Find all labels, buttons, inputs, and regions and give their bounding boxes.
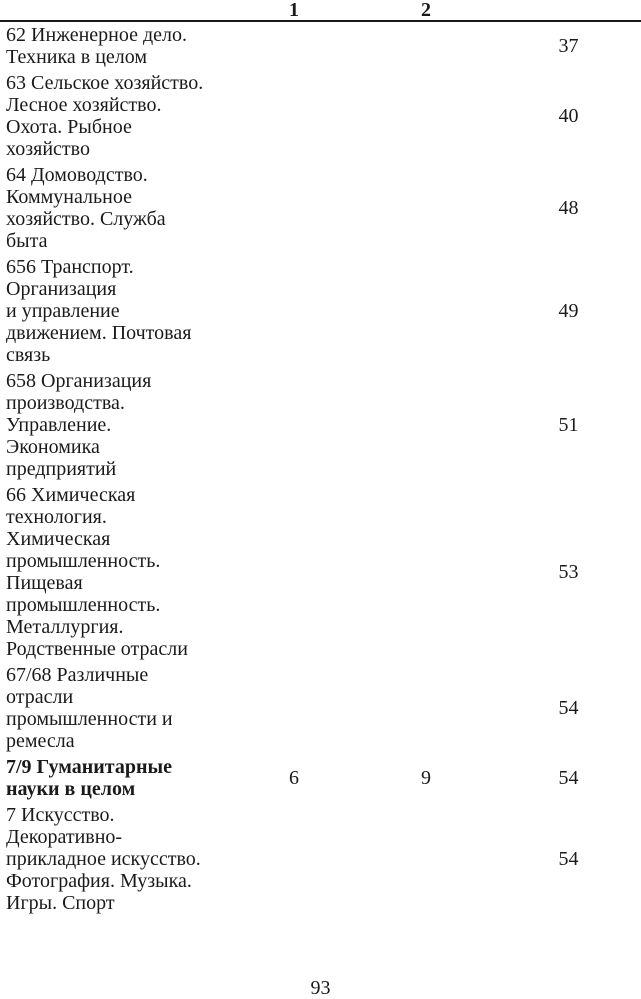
col2-value-cell	[356, 70, 496, 162]
table-row	[0, 482, 641, 662]
section-name-line: Экономика	[6, 436, 100, 458]
section-name-cell	[0, 802, 232, 916]
col1-value-cell	[232, 21, 356, 70]
header-cell-col3	[496, 0, 641, 21]
section-name-line: Техника в целом	[6, 46, 148, 68]
col1-value-cell	[232, 70, 356, 162]
table-row	[0, 368, 641, 482]
section-name-cell	[0, 254, 232, 368]
header-cell-col1: 1	[232, 0, 356, 21]
table-row	[0, 70, 641, 162]
section-name-cell	[0, 368, 232, 482]
section-name-line: науки в целом	[6, 778, 136, 800]
col2-value-cell	[356, 482, 496, 662]
section-name-line: Управление.	[6, 414, 112, 436]
col3-value-cell: 37	[558, 35, 579, 57]
table-row	[0, 754, 641, 802]
section-name-line: 7/9 Гуманитарные	[6, 756, 172, 778]
section-name-line: технология.	[6, 506, 107, 528]
section-name-line: 7 Искусство.	[6, 804, 115, 826]
section-name-line: 656 Транспорт.	[6, 256, 134, 278]
section-name-line: хозяйство. Служба	[6, 208, 166, 230]
table-header	[0, 0, 641, 21]
table-header-row	[0, 0, 641, 21]
col2-value-cell: 9	[421, 767, 431, 789]
section-name-cell	[0, 21, 232, 70]
section-name-line: Металлургия.	[6, 616, 124, 638]
col3-value-cell: 51	[558, 414, 579, 436]
table-row	[0, 162, 641, 254]
section-name-line: 67/68 Различные	[6, 664, 149, 686]
table-row	[0, 802, 641, 916]
section-name-line: 62 Инженерное дело.	[6, 24, 188, 46]
table-row	[0, 21, 641, 70]
col1-value-cell	[232, 368, 356, 482]
table-body	[0, 21, 641, 916]
col1-value-cell: 6	[289, 767, 299, 789]
section-name-line: отрасли	[6, 686, 74, 708]
section-name-line: связь	[6, 344, 51, 366]
col2-value-cell	[356, 662, 496, 754]
col2-value-cell	[356, 162, 496, 254]
section-name-line: производства.	[6, 392, 125, 414]
section-name-cell	[0, 754, 232, 802]
section-name-line: предприятий	[6, 458, 117, 480]
col1-value-cell	[232, 162, 356, 254]
col3-value-cell: 54	[558, 697, 579, 719]
section-name-line: 658 Организация	[6, 370, 152, 392]
header-cell-section	[0, 0, 232, 21]
col3-value-cell: 49	[558, 300, 579, 322]
section-name-cell	[0, 162, 232, 254]
col2-value-cell	[356, 254, 496, 368]
col1-value-cell	[232, 254, 356, 368]
section-name-line: Химическая	[6, 528, 111, 550]
section-name-cell	[0, 662, 232, 754]
table-row	[0, 254, 641, 368]
col3-value-cell: 40	[558, 105, 579, 127]
col3-value-cell: 53	[558, 561, 579, 583]
section-name-line: Организация	[6, 278, 117, 300]
section-name-line: движением. Почтовая	[6, 322, 192, 344]
section-name-line: Игры. Спорт	[6, 892, 115, 914]
table-row	[0, 662, 641, 754]
col1-value-cell	[232, 802, 356, 916]
section-name-line: 63 Сельское хозяйство.	[6, 72, 204, 94]
section-name-cell	[0, 482, 232, 662]
section-name-line: Фотография. Музыка.	[6, 870, 192, 892]
col1-value-cell	[232, 482, 356, 662]
section-name-line: Охота. Рыбное	[6, 116, 132, 138]
section-name-line: Пищевая	[6, 572, 83, 594]
section-name-line: промышленности и	[6, 708, 173, 730]
page-number: 93	[310, 977, 331, 999]
section-name-line: быта	[6, 230, 48, 252]
section-name-line: прикладное искусство.	[6, 848, 201, 870]
section-name-line: 66 Химическая	[6, 484, 136, 506]
col3-value-cell: 48	[558, 197, 579, 219]
col3-value-cell: 54	[558, 767, 579, 789]
col3-value-cell: 54	[558, 848, 579, 870]
section-name-line: Декоративно-	[6, 826, 123, 848]
col2-value-cell	[356, 21, 496, 70]
header-cell-col2: 2	[356, 0, 496, 21]
col1-value-cell	[232, 662, 356, 754]
section-name-cell	[0, 70, 232, 162]
section-name-line: Родственные отрасли	[6, 638, 188, 660]
section-name-line: Коммунальное	[6, 186, 132, 208]
section-name-line: ремесла	[6, 730, 75, 752]
col2-value-cell	[356, 802, 496, 916]
section-name-line: промышленность.	[6, 594, 161, 616]
section-name-line: промышленность.	[6, 550, 161, 572]
section-name-line: и управление	[6, 300, 120, 322]
section-name-line: хозяйство	[6, 138, 90, 160]
section-name-line: Лесное хозяйство.	[6, 94, 162, 116]
col2-value-cell	[356, 368, 496, 482]
section-name-line: 64 Домоводство.	[6, 164, 148, 186]
